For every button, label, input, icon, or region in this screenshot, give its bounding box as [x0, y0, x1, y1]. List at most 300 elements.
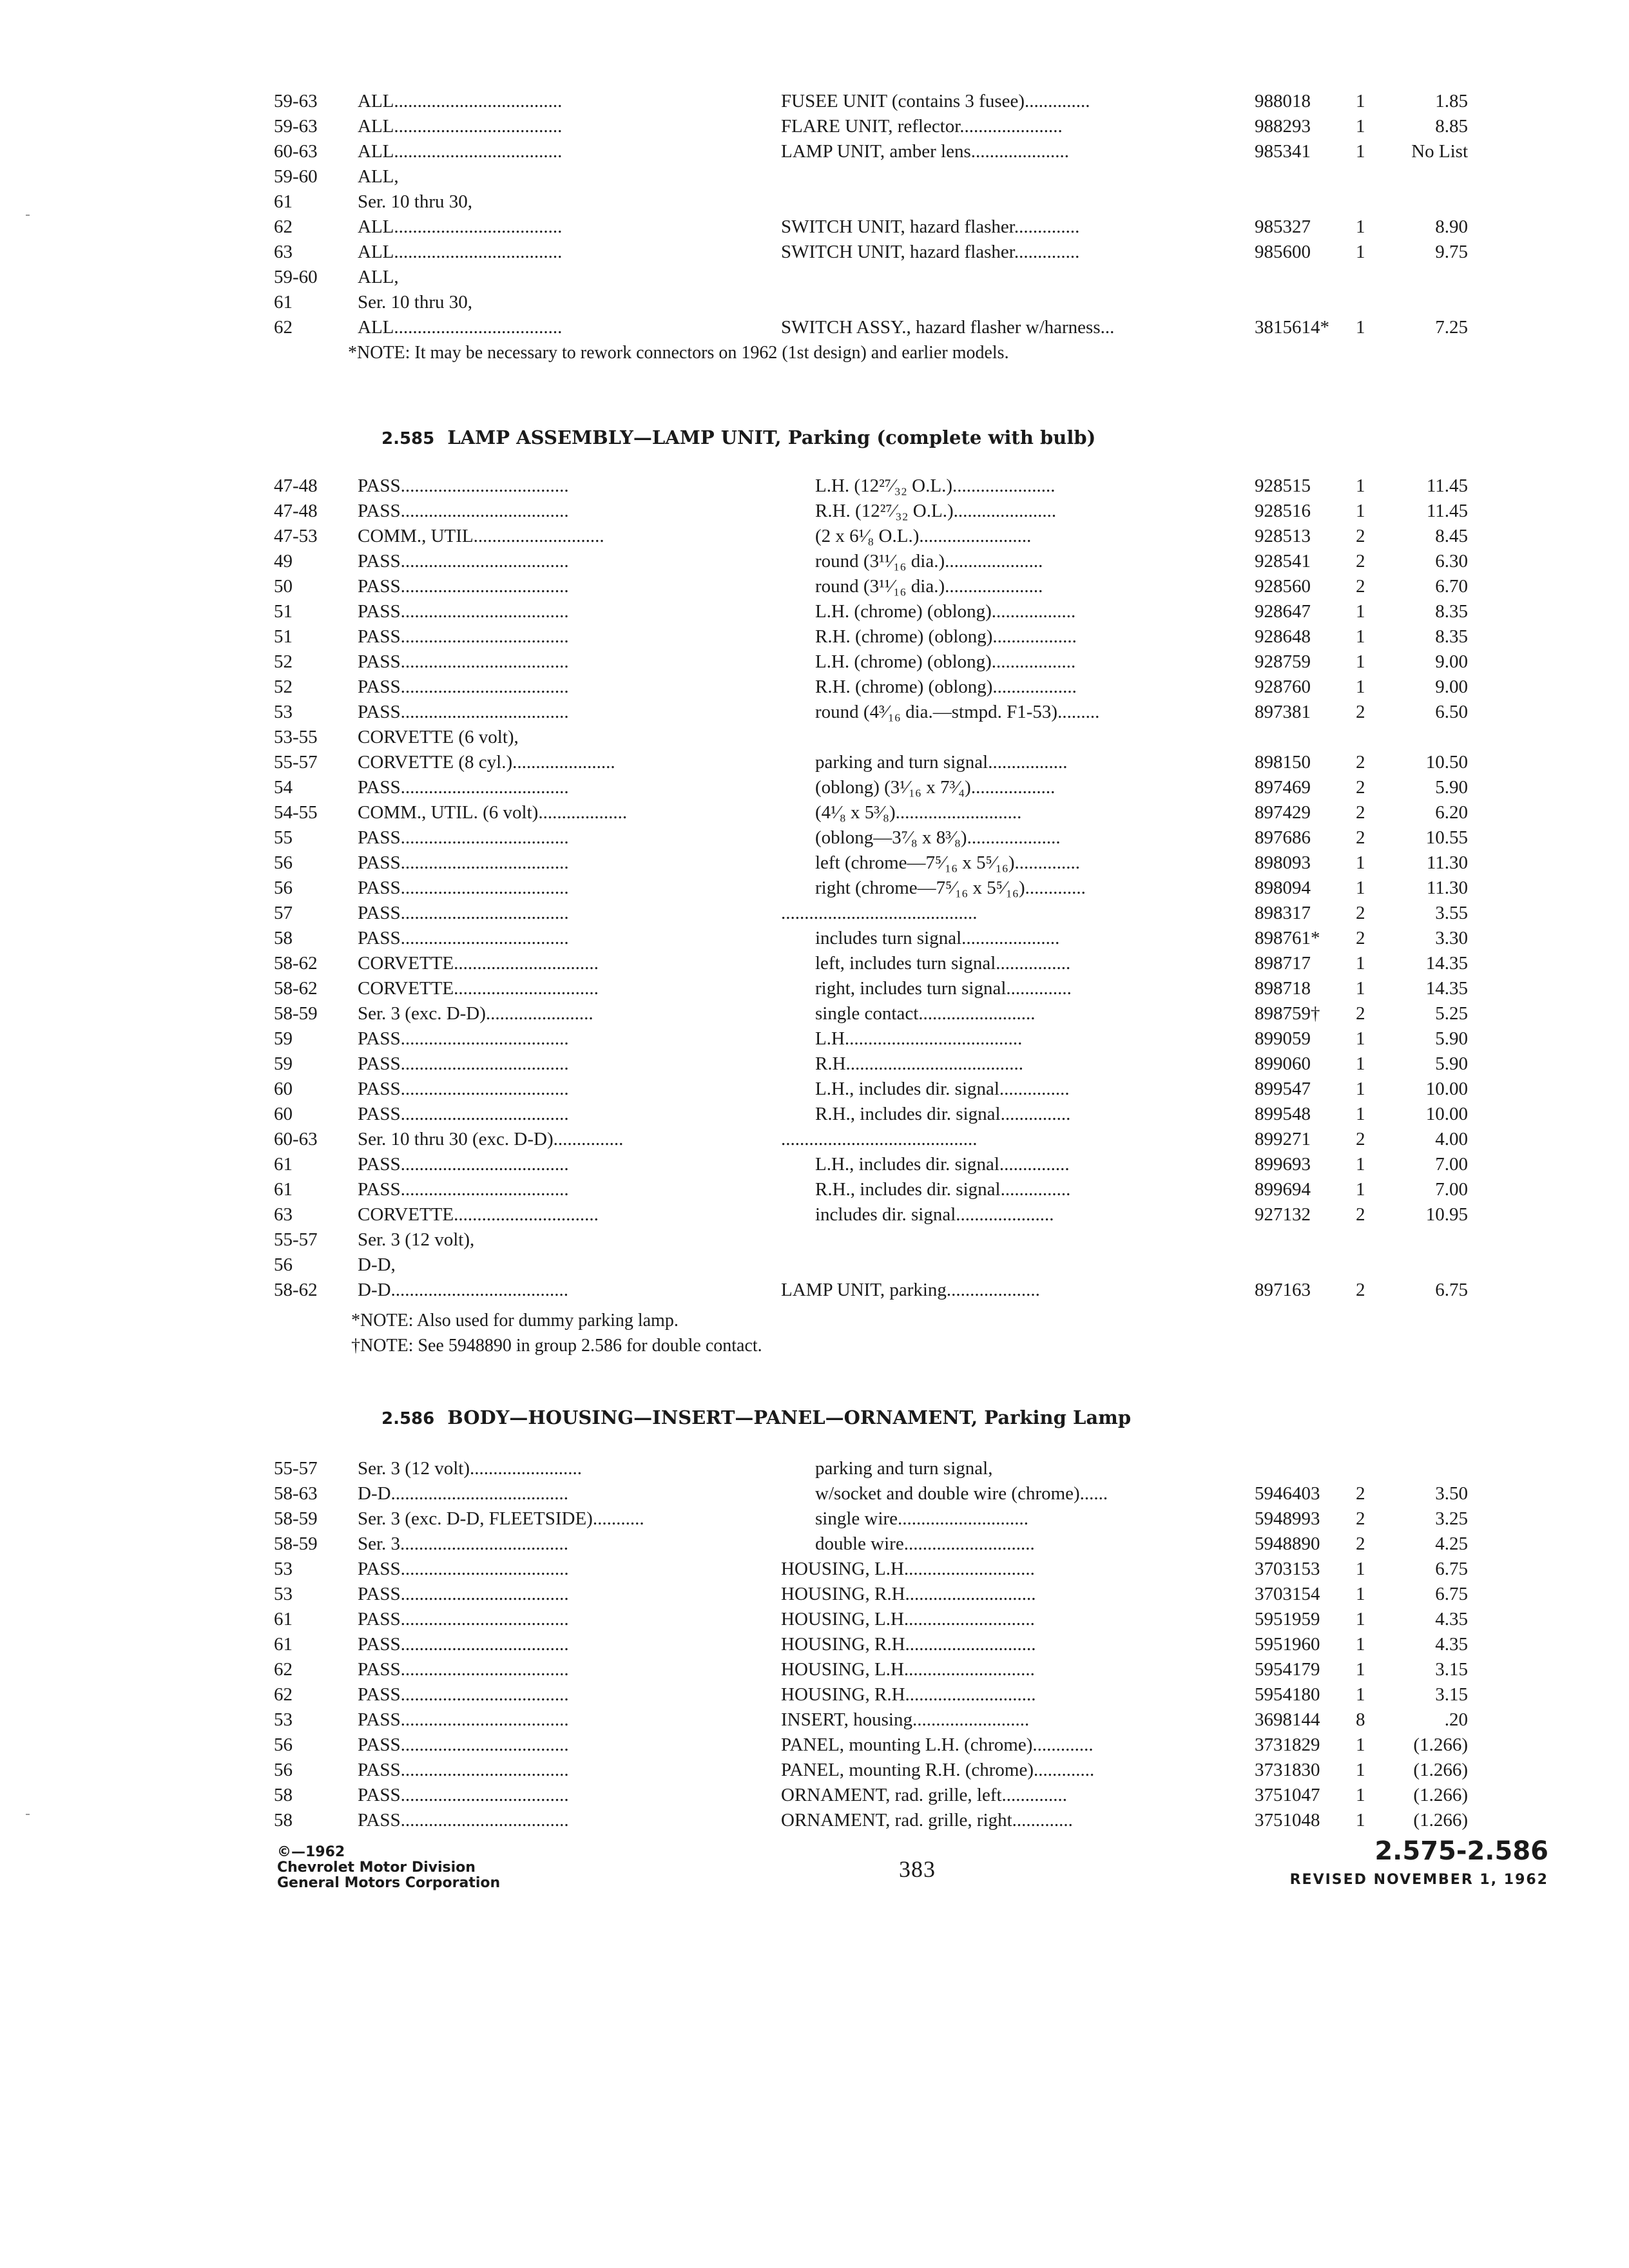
price: (1.266)	[1413, 1735, 1468, 1755]
price: 11.30	[1426, 878, 1468, 898]
quantity: 1	[1356, 1760, 1365, 1780]
description: FLARE UNIT, reflector......................	[781, 116, 1063, 137]
part-number: 898150	[1255, 752, 1311, 773]
part-number: 897429	[1255, 802, 1311, 823]
model: PASS....................................	[358, 576, 569, 597]
description: L.H. (chrome) (oblong)..................	[815, 601, 1076, 622]
model: PASS....................................	[358, 928, 569, 948]
table-row	[0, 675, 1629, 700]
table-row	[0, 624, 1629, 649]
model: PASS....................................	[358, 827, 569, 848]
model: ALL,	[358, 166, 399, 187]
price: No List	[1411, 141, 1468, 162]
model-year: 62	[274, 216, 293, 237]
model: CORVETTE...............................	[358, 1204, 599, 1225]
part-number: 985600	[1255, 242, 1311, 262]
quantity: 1	[1356, 953, 1365, 974]
top-parts-table	[0, 89, 1629, 365]
table-row	[0, 1127, 1629, 1152]
quantity: 2	[1356, 551, 1365, 572]
table-row	[0, 240, 1629, 265]
model: CORVETTE...............................	[358, 978, 599, 999]
quantity: 2	[1356, 827, 1365, 848]
quantity: 2	[1356, 928, 1365, 948]
quantity: 1	[1356, 1053, 1365, 1074]
model-year: 58-59	[274, 1508, 318, 1529]
quantity: 1	[1356, 1634, 1365, 1655]
model: Ser. 3....................................	[358, 1533, 569, 1554]
lamp-unit-parts-table	[0, 474, 1629, 1358]
table-row	[0, 1026, 1629, 1052]
description: HOUSING, R.H............................	[781, 1684, 1036, 1705]
description: single wire............................	[815, 1508, 1029, 1529]
price: 7.00	[1435, 1154, 1468, 1175]
table-row	[0, 549, 1629, 574]
quantity: 1	[1356, 1785, 1365, 1805]
model-year: 60	[274, 1104, 293, 1124]
part-number: 898094	[1255, 878, 1311, 898]
model-year: 51	[274, 601, 293, 622]
price: 10.00	[1425, 1079, 1468, 1099]
table-row	[0, 825, 1629, 850]
description: R.H......................................	[815, 1053, 1024, 1074]
model-year: 55	[274, 827, 293, 848]
model-year: 56	[274, 1760, 293, 1780]
model: PASS....................................	[358, 903, 569, 923]
table-row	[0, 474, 1629, 499]
price: 4.35	[1435, 1609, 1468, 1629]
description: R.H. (chrome) (oblong)..................	[815, 677, 1077, 697]
model-year: 47-53	[274, 526, 318, 546]
table-row	[0, 1253, 1629, 1278]
model-year: 60	[274, 1079, 293, 1099]
model-year: 61	[274, 1179, 293, 1200]
part-number: 5948993	[1255, 1508, 1320, 1529]
price: 3.15	[1435, 1684, 1468, 1705]
model: PASS....................................	[358, 551, 569, 572]
model: CORVETTE...............................	[358, 953, 599, 974]
description: ORNAMENT, rad. grille, left..............	[781, 1785, 1068, 1805]
quantity: 1	[1356, 141, 1365, 162]
model: PASS....................................	[358, 651, 569, 672]
description: HOUSING, R.H............................	[781, 1584, 1036, 1604]
part-number: 928759	[1255, 651, 1311, 672]
quantity: 1	[1356, 878, 1365, 898]
part-number: 898761*	[1255, 928, 1320, 948]
price: 10.55	[1425, 827, 1468, 848]
corporation-name: General Motors Corporation	[277, 1875, 501, 1891]
model-year: 54	[274, 777, 293, 798]
model-year: 58-59	[274, 1533, 318, 1554]
price: 4.25	[1435, 1533, 1468, 1554]
model-year: 53	[274, 1584, 293, 1604]
table-row	[0, 1582, 1629, 1607]
description: parking and turn signal.................	[815, 752, 1068, 773]
revision-date: REVISED NOVEMBER 1, 1962	[1289, 1872, 1548, 1888]
quantity: 1	[1356, 1028, 1365, 1049]
part-number: 3703154	[1255, 1584, 1320, 1604]
quantity: 2	[1356, 802, 1365, 823]
table-row	[0, 89, 1629, 114]
quantity: 1	[1356, 1104, 1365, 1124]
table-row	[0, 800, 1629, 825]
model-year: 61	[274, 1634, 293, 1655]
quantity: 1	[1356, 677, 1365, 697]
description: ORNAMENT, rad. grille, right.............	[781, 1810, 1073, 1831]
table-row	[0, 876, 1629, 901]
description: right, includes turn signal..............	[815, 978, 1072, 999]
description: PANEL, mounting R.H. (chrome).............	[781, 1760, 1095, 1780]
model: D-D......................................	[358, 1280, 569, 1300]
table-row	[0, 114, 1629, 139]
part-number: 897163	[1255, 1280, 1311, 1300]
model: PASS....................................	[358, 476, 569, 496]
table-row	[0, 1808, 1629, 1833]
table-row	[0, 649, 1629, 675]
description: parking and turn signal,	[815, 1458, 993, 1479]
description: ..........................................	[781, 903, 978, 923]
quantity: 1	[1356, 651, 1365, 672]
quantity: 1	[1356, 317, 1365, 338]
body-housing-parts-table	[0, 1456, 1629, 1833]
model-year: 53	[274, 1709, 293, 1730]
table-row	[0, 725, 1629, 750]
model-year: 50	[274, 576, 293, 597]
model: ALL....................................	[358, 242, 563, 262]
part-number: 928560	[1255, 576, 1311, 597]
table-row	[0, 1001, 1629, 1026]
quantity: 1	[1356, 116, 1365, 137]
description: SWITCH ASSY., hazard flasher w/harness...	[781, 317, 1115, 338]
description: SWITCH UNIT, hazard flasher..............	[781, 242, 1080, 262]
part-number: 928647	[1255, 601, 1311, 622]
price: (1.266)	[1413, 1760, 1468, 1780]
price: (1.266)	[1413, 1810, 1468, 1831]
model: PASS....................................	[358, 601, 569, 622]
price: 8.35	[1435, 601, 1468, 622]
price: 14.35	[1425, 978, 1468, 999]
table-row	[0, 1657, 1629, 1682]
part-number: 899693	[1255, 1154, 1311, 1175]
table-row	[0, 926, 1629, 951]
model: PASS....................................	[358, 1154, 569, 1175]
model: PASS....................................	[358, 1659, 569, 1680]
price: .20	[1444, 1709, 1468, 1730]
model-year: 59	[274, 1053, 293, 1074]
quantity: 2	[1356, 752, 1365, 773]
table-row	[0, 850, 1629, 876]
part-number: 3751047	[1255, 1785, 1320, 1805]
price: 5.90	[1435, 1053, 1468, 1074]
publisher-block	[277, 1845, 500, 1891]
model-year: 55-57	[274, 1458, 318, 1479]
model-year: 62	[274, 317, 293, 338]
model-year: 55-57	[274, 1229, 318, 1250]
part-number: 899694	[1255, 1179, 1311, 1200]
price: 14.35	[1425, 953, 1468, 974]
price: 3.55	[1435, 903, 1468, 923]
model-year: 53-55	[274, 727, 318, 747]
model: ALL....................................	[358, 216, 563, 237]
price: 8.45	[1435, 526, 1468, 546]
section-heading-2586	[381, 1407, 1131, 1428]
description: R.H., includes dir. signal...............	[815, 1179, 1071, 1200]
section-heading-2585	[381, 427, 1095, 448]
part-number: 3815614*	[1255, 317, 1329, 338]
quantity: 2	[1356, 576, 1365, 597]
quantity: 1	[1356, 1559, 1365, 1579]
footnote: *NOTE: It may be necessary to rework connectors on 1962 (1st design) and earlier models.	[348, 343, 1009, 363]
model-year: 58-62	[274, 953, 318, 974]
price: 5.90	[1435, 1028, 1468, 1049]
model: Ser. 10 thru 30 (exc. D-D)...............	[358, 1129, 624, 1149]
price: 1.85	[1435, 91, 1468, 111]
price: 10.95	[1425, 1204, 1468, 1225]
quantity: 1	[1356, 476, 1365, 496]
price: 4.00	[1435, 1129, 1468, 1149]
description: HOUSING, R.H............................	[781, 1634, 1036, 1655]
quantity: 2	[1356, 1533, 1365, 1554]
price: 6.70	[1435, 576, 1468, 597]
table-row	[0, 700, 1629, 725]
table-row	[0, 499, 1629, 524]
part-number: 3751048	[1255, 1810, 1320, 1831]
description: includes turn signal.....................	[815, 928, 1060, 948]
description: (oblong—3⁷⁄₈ x 8³⁄₈)....................	[815, 827, 1061, 848]
description: L.H......................................	[815, 1028, 1023, 1049]
quantity: 1	[1356, 91, 1365, 111]
part-number: 5948890	[1255, 1533, 1320, 1554]
model-year: 59-63	[274, 91, 318, 111]
description: R.H. (12²⁷⁄₃₂ O.L.)......................	[815, 501, 1057, 521]
quantity: 1	[1356, 1810, 1365, 1831]
price: 5.25	[1435, 1003, 1468, 1024]
quantity: 2	[1356, 1003, 1365, 1024]
description: R.H., includes dir. signal...............	[815, 1104, 1071, 1124]
table-row	[0, 1682, 1629, 1707]
quantity: 2	[1356, 1508, 1365, 1529]
model: PASS....................................	[358, 1684, 569, 1705]
part-number: 5951959	[1255, 1609, 1320, 1629]
price: 6.30	[1435, 551, 1468, 572]
model: PASS....................................	[358, 777, 569, 798]
model-year: 60-63	[274, 141, 318, 162]
model: ALL....................................	[358, 116, 563, 137]
model-year: 53	[274, 1559, 293, 1579]
table-row	[0, 574, 1629, 599]
part-number: 3703153	[1255, 1559, 1320, 1579]
model: PASS....................................	[358, 852, 569, 873]
description: FUSEE UNIT (contains 3 fusee)..............	[781, 91, 1090, 111]
model: PASS....................................	[358, 702, 569, 722]
model-year: 51	[274, 626, 293, 647]
description: PANEL, mounting L.H. (chrome).............	[781, 1735, 1094, 1755]
table-row	[0, 1278, 1629, 1303]
description: L.H. (12²⁷⁄₃₂ O.L.)......................	[815, 476, 1055, 496]
part-number: 928541	[1255, 551, 1311, 572]
price: 3.50	[1435, 1483, 1468, 1504]
price: 11.45	[1426, 476, 1468, 496]
description: w/socket and double wire (chrome)......	[815, 1483, 1108, 1504]
quantity: 2	[1356, 1483, 1365, 1504]
part-number: 899271	[1255, 1129, 1311, 1149]
model-year: 53	[274, 702, 293, 722]
table-row	[0, 1052, 1629, 1077]
part-number: 5951960	[1255, 1634, 1320, 1655]
description: includes dir. signal.....................	[815, 1204, 1054, 1225]
price: (1.266)	[1413, 1785, 1468, 1805]
part-number: 3731829	[1255, 1735, 1320, 1755]
model-year: 47-48	[274, 476, 318, 496]
model-year: 61	[274, 191, 293, 212]
table-row	[0, 976, 1629, 1001]
model: PASS....................................	[358, 1760, 569, 1780]
table-row	[0, 901, 1629, 926]
model-year: 58	[274, 928, 293, 948]
part-number: 897381	[1255, 702, 1311, 722]
quantity: 1	[1356, 1609, 1365, 1629]
price: 3.30	[1435, 928, 1468, 948]
model-year: 63	[274, 1204, 293, 1225]
group-range: 2.575-2.586	[1374, 1836, 1548, 1866]
table-row	[0, 139, 1629, 164]
model-year: 58	[274, 1785, 293, 1805]
table-row	[0, 1481, 1629, 1506]
section-number: 2.585	[381, 429, 435, 448]
part-number: 928648	[1255, 626, 1311, 647]
model-year: 61	[274, 1609, 293, 1629]
description: single contact.........................	[815, 1003, 1036, 1024]
model-year: 62	[274, 1659, 293, 1680]
model-year: 61	[274, 292, 293, 312]
footnote: †NOTE: See 5948890 in group 2.586 for double contact.	[351, 1336, 762, 1356]
quantity: 2	[1356, 1280, 1365, 1300]
price: 10.00	[1425, 1104, 1468, 1124]
price: 4.35	[1435, 1634, 1468, 1655]
model-year: 63	[274, 242, 293, 262]
model-year: 59-60	[274, 166, 318, 187]
description: R.H. (chrome) (oblong)..................	[815, 626, 1077, 647]
table-row	[0, 1707, 1629, 1733]
table-row	[0, 315, 1629, 340]
table-row	[0, 1152, 1629, 1177]
model: Ser. 3 (exc. D-D).......................	[358, 1003, 593, 1024]
quantity: 8	[1356, 1709, 1365, 1730]
model-year: 60-63	[274, 1129, 318, 1149]
part-number: 898718	[1255, 978, 1311, 999]
part-number: 928513	[1255, 526, 1311, 546]
model: COMM., UTIL............................	[358, 526, 604, 546]
quantity: 1	[1356, 1659, 1365, 1680]
model-year: 59-60	[274, 267, 318, 287]
quantity: 1	[1356, 1584, 1365, 1604]
price: 3.25	[1435, 1508, 1468, 1529]
price: 6.75	[1435, 1584, 1468, 1604]
part-number: 3698144	[1255, 1709, 1320, 1730]
price: 8.85	[1435, 116, 1468, 137]
price: 6.50	[1435, 702, 1468, 722]
table-row	[0, 1758, 1629, 1783]
quantity: 1	[1356, 1735, 1365, 1755]
quantity: 2	[1356, 526, 1365, 546]
price: 6.75	[1435, 1280, 1468, 1300]
part-number: 898759†	[1255, 1003, 1320, 1024]
model: D-D,	[358, 1254, 396, 1275]
spacer	[0, 1303, 1629, 1308]
table-row	[0, 1632, 1629, 1657]
description: INSERT, housing.........................	[781, 1709, 1030, 1730]
quantity: 1	[1356, 1079, 1365, 1099]
table-row	[0, 215, 1629, 240]
part-number: 5946403	[1255, 1483, 1320, 1504]
part-number: 5954179	[1255, 1659, 1320, 1680]
section-title: LAMP ASSEMBLY—LAMP UNIT, Parking (complete with bulb)	[447, 427, 1096, 448]
model: PASS....................................	[358, 1609, 569, 1629]
table-row	[0, 290, 1629, 315]
part-number: 988018	[1255, 91, 1311, 111]
model: PASS....................................	[358, 626, 569, 647]
table-row	[0, 1202, 1629, 1227]
quantity: 1	[1356, 626, 1365, 647]
section-title: BODY—HOUSING—INSERT—PANEL—ORNAMENT, Parking Lamp	[447, 1407, 1132, 1428]
description: HOUSING, L.H............................	[781, 1659, 1035, 1680]
table-row	[0, 1532, 1629, 1557]
model: PASS....................................	[358, 1634, 569, 1655]
model-year: 56	[274, 1735, 293, 1755]
model: PASS....................................	[358, 1559, 569, 1579]
quantity: 1	[1356, 1684, 1365, 1705]
table-row	[0, 1607, 1629, 1632]
model: D-D......................................	[358, 1483, 569, 1504]
part-number: 897469	[1255, 777, 1311, 798]
price: 6.75	[1435, 1559, 1468, 1579]
part-number: 5954180	[1255, 1684, 1320, 1705]
model-year: 62	[274, 1684, 293, 1705]
quantity: 1	[1356, 601, 1365, 622]
table-row	[0, 1506, 1629, 1532]
description: left (chrome—7⁵⁄₁₆ x 5⁵⁄₁₆)..............	[815, 852, 1081, 873]
part-number: 898717	[1255, 953, 1311, 974]
table-row	[0, 1102, 1629, 1127]
price: 8.35	[1435, 626, 1468, 647]
model-year: 55-57	[274, 752, 318, 773]
part-number: 928760	[1255, 677, 1311, 697]
table-row	[0, 189, 1629, 215]
model: PASS....................................	[358, 1735, 569, 1755]
quantity: 2	[1356, 1204, 1365, 1225]
model: CORVETTE (6 volt),	[358, 727, 519, 747]
quantity: 1	[1356, 216, 1365, 237]
price: 11.45	[1426, 501, 1468, 521]
model-year: 58-63	[274, 1483, 318, 1504]
part-number: 898093	[1255, 852, 1311, 873]
model: COMM., UTIL. (6 volt)...................	[358, 802, 628, 823]
part-number: 899548	[1255, 1104, 1311, 1124]
section-number: 2.586	[381, 1409, 435, 1428]
model: PASS....................................	[358, 1053, 569, 1074]
description: L.H., includes dir. signal...............	[815, 1079, 1070, 1099]
model: Ser. 10 thru 30,	[358, 292, 473, 312]
table-row	[0, 775, 1629, 800]
model: Ser. 3 (12 volt)........................	[358, 1458, 582, 1479]
model-year: 56	[274, 878, 293, 898]
description: HOUSING, L.H............................	[781, 1559, 1035, 1579]
table-row	[0, 164, 1629, 189]
description: round (3¹¹⁄₁₆ dia.).....................	[815, 551, 1043, 572]
footnote: *NOTE: Also used for dummy parking lamp.	[351, 1311, 679, 1331]
model-year: 58-62	[274, 1280, 318, 1300]
model-year: 56	[274, 852, 293, 873]
